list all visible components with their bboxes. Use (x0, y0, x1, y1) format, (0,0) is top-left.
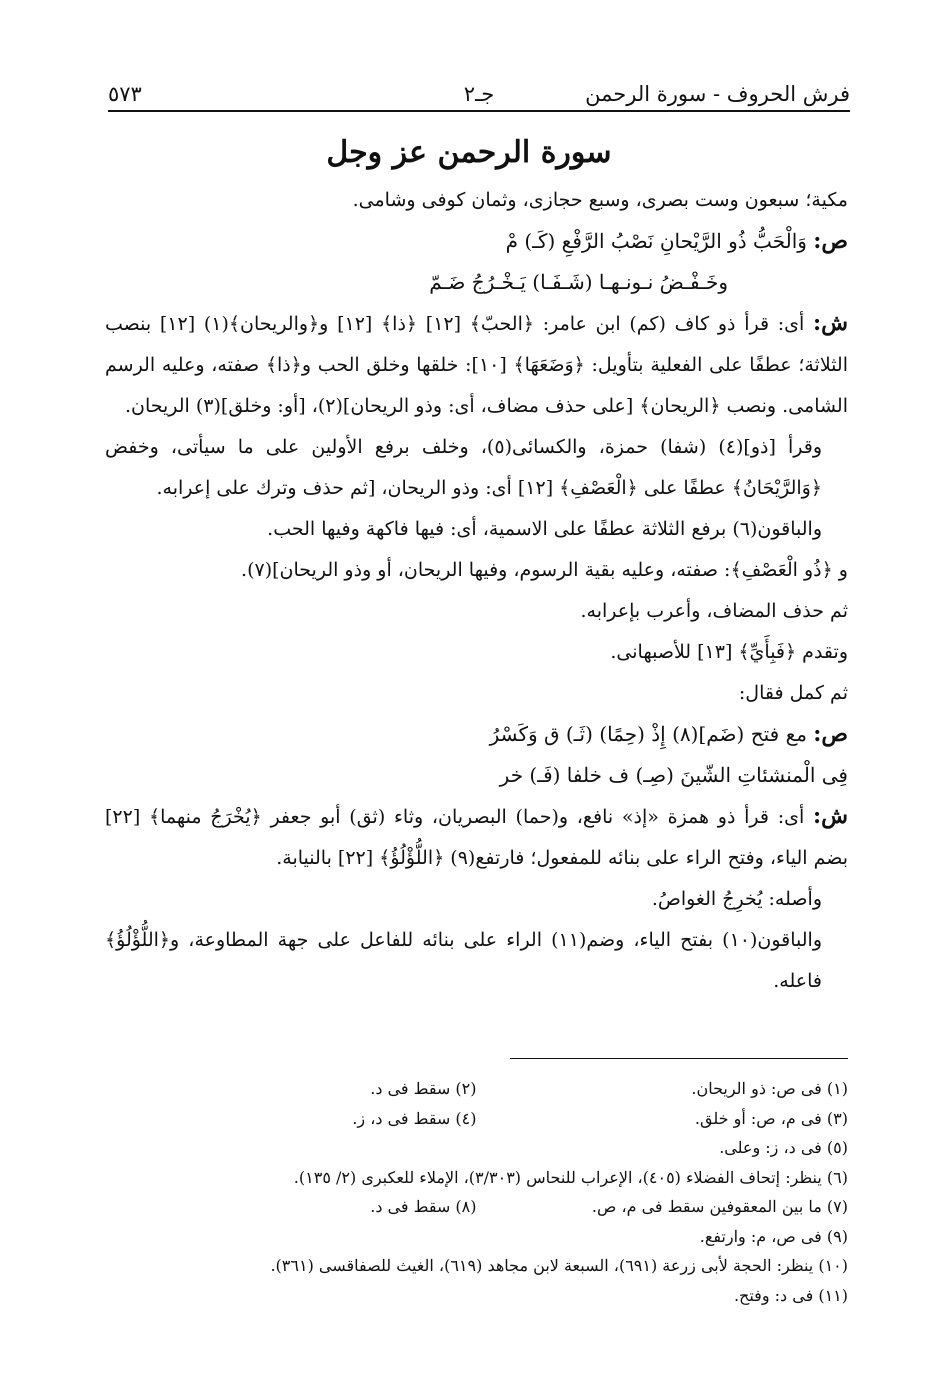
footnote: (٤) سقط فى د، ز. (352, 1108, 477, 1128)
chapter-title: سورة الرحمن عز وجل (326, 135, 612, 170)
footnote: (١١) فى د: وفتح. (733, 1285, 848, 1305)
verse-line: ص: وَالْحَبُّ ذُو الرَّيْحانِ نَصْبُ الرَّفْعِ (كَـ) مْ (505, 228, 848, 254)
commentary-tag: ش: (813, 803, 848, 829)
verse-tag: ص: (813, 228, 848, 254)
footnote: (١) فى ص: ذو الريحان. (691, 1079, 848, 1098)
commentary-paragraph: ش: أى: قرأ ذو همزة «إذ» نافع، و(حما) البصريان، وثاء (ثق) أبو جعفر ﴿يُخْرَجُ منهما﴾ [٢٢] بضم الياء، وفتح الراء على بنائه للمفعول؛ فارتفع(٩) ﴿اللُّؤْلُؤُ﴾ [٢٢] بالنيابة. (105, 803, 848, 869)
volume-label: جـ٢ (463, 82, 495, 106)
verse-line: ص: مع فتح (ضَم](٨) إِذْ (حِمًا) (ثَـ) ق وَكَسْرُ (489, 721, 848, 747)
paragraph: مكية؛ سبعون وست بصرى، وسبع حجازى، وثمان كوفى وشامى. (352, 189, 848, 211)
verse-tag: ص: (813, 721, 848, 747)
commentary-paragraph: ش: أى: قرأ ذو كاف (كم) ابن عامر: ﴿الحبّ﴾ [١٢] ﴿ذا﴾ [١٢] و﴿والريحان﴾(١) [١٢] بنصب الثلاثة؛ عطفًا على الفعلية بتأويل: ﴿وَضَعَهَا﴾ [١٠]: خلقها وخلق الحب و﴿ذا﴾ صفته، وعليه الرسم الشامى. ونصب ﴿الريحان﴾ [على حذف مضاف، أى: وذو الريحان](٢)، [أو: وخلق](٣) الريحان. (105, 310, 849, 417)
paragraph: وقرأ [ذو](٤) (شفا) حمزة، والكسائى(٥)، وخلف برفع الأولين على ما سيأتى، وخفض ﴿وَالرَّيْحَانُ﴾ عطفًا على ﴿الْعَصْفِ﴾ [١٢] أى: وذو الريحان، [ثم حذف وترك على إعرابه. (105, 436, 823, 499)
paragraph: والباقون(٦) برفع الثلاثة عطفًا على الاسمية، أى: فيها فاكهة وفيها الحب. (267, 518, 822, 540)
paragraph: والباقون(١٠) بفتح الياء، وضم(١١) الراء على بنائه للفاعل على جهة المطاوعة، و﴿اللُّؤْلُؤُ﴾ فاعله. (105, 929, 823, 992)
running-header (108, 72, 850, 112)
page-number: ٥٧٣ (108, 82, 142, 106)
paragraph: وتقدم ﴿فَبِأَيِّ﴾ [١٣] للأصبهانى. (610, 641, 848, 663)
paragraph: ثم كمل فقال: (738, 682, 848, 704)
verse-line: وخَـفْـضُ نـونـهـا (شَـفَـا) يَـخْـرُجُ ضَـمّ (429, 270, 728, 294)
commentary-tag: ش: (813, 310, 849, 336)
footnote: (٥) فى د، ز: وعلى. (719, 1138, 848, 1157)
paragraph: وأصله: يُخرِجُ الغواصُ. (651, 888, 822, 910)
footnote: (١٠) ينظر: الحجة لأبى زرعة (٦٩١)، السبعة لابن مجاهد (٦١٩)، الغيث للصفاقسى (٣٦١). (270, 1256, 848, 1275)
footnote-separator (510, 1058, 848, 1059)
running-title: فرش الحروف - سورة الرحمن (585, 82, 850, 106)
footnote: (٣) فى م، ص: أو خلق. (694, 1108, 848, 1128)
footnote: (٢) سقط فى د. (370, 1079, 477, 1098)
footnote: (٦) ينظر: إتحاف الفضلاء (٤٠٥)، الإعراب للنحاس (٣/٣٠٣)، الإملاء للعكبرى (٢/ ١٣٥). (293, 1167, 848, 1187)
main-text (105, 180, 848, 1002)
paragraph: ثم حذف المضاف، وأعرب بإعرابه. (580, 600, 848, 622)
paragraph: و ﴿ذُو الْعَصْفِ﴾: صفته، وعليه بقية الرسوم، وفيها الريحان، أو وذو الريحان](٧). (241, 559, 848, 581)
footnote: (٧) ما بين المعقوفين سقط فى م، ص. (591, 1197, 848, 1216)
verse-line: فِى الْمنشئاتِ الشّينَ (صِـ) ف خلفا (فَـ) خر (499, 763, 848, 787)
footnote: (٩) فى ص، م: وارتفع. (699, 1226, 848, 1246)
footnotes (105, 1074, 848, 1310)
footnote: (٨) سقط فى د. (370, 1197, 477, 1216)
